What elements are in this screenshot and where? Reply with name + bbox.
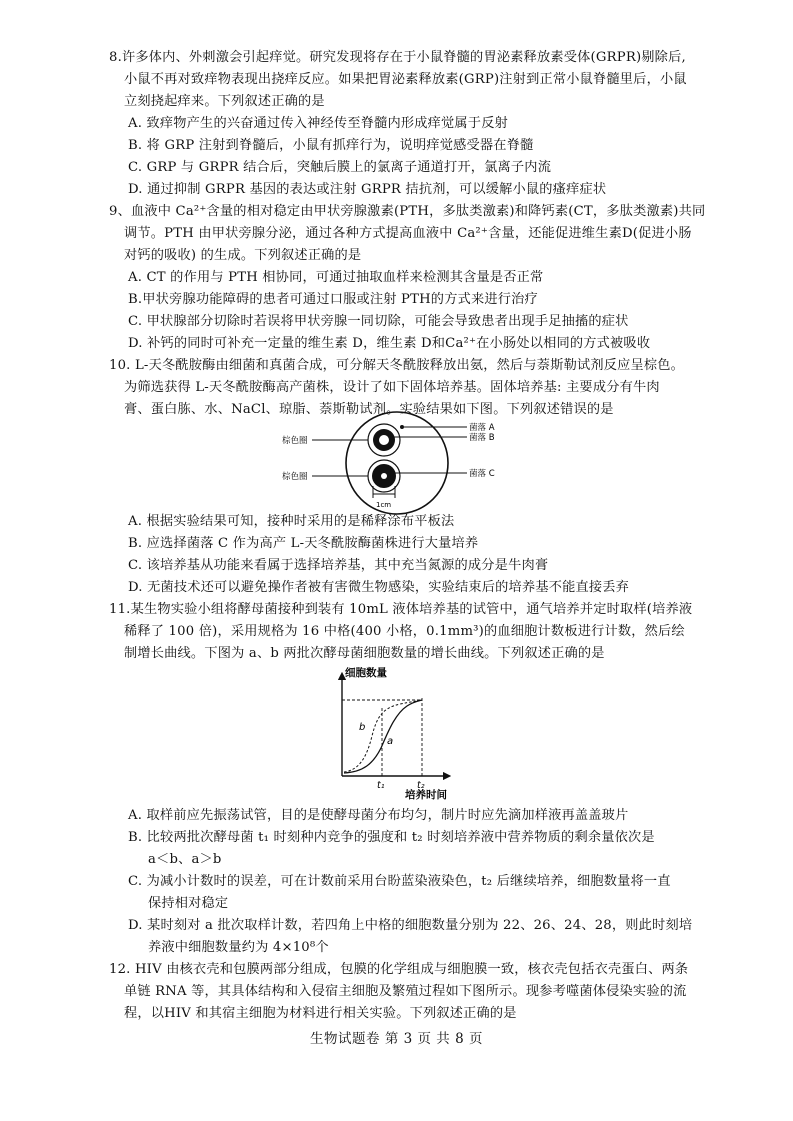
q10-option-a: A. 根据实验结果可知，接种时采用的是稀释涂布平板法	[128, 514, 455, 529]
q11-stem-line-3: 制增长曲线。下图为 a、b 两批次酵母菌细胞数量的增长曲线。下列叙述正确的是	[124, 646, 605, 661]
q11-stem-line-1: 11.某生物实验小组将酵母菌接种到装有 10mL 液体培养基的试管中，通气培养并定时取样(培养液	[109, 602, 693, 617]
colony-a	[400, 425, 404, 429]
q8-stem-line-3: 立刻挠起痒来。下列叙述正确的是	[124, 94, 325, 109]
q11-option-a: A. 取样前应先振荡试管，目的是使酵母菌分布均匀，制片时应先滴加样液再盖盖玻片	[128, 808, 629, 823]
t1-label: t₁	[377, 780, 385, 791]
q12-stem-line-2: 单链 RNA 等，其具体结构和入侵宿主细胞及繁殖过程如下图所示。现参考噬菌体侵染实验的流	[124, 984, 687, 999]
petri-dish-figure	[282, 410, 512, 516]
q12-stem-line-3: 程，以HIV 和其宿主细胞为材料进行相关实验。下列叙述正确的是	[124, 1006, 517, 1021]
curve-b	[344, 700, 422, 772]
q11-option-c: C. 为减小计数时的误差，可在计数前采用台盼蓝染液染色，t₂ 后继续培养，细胞数量将一直	[128, 874, 671, 889]
q8-option-d: D. 通过抑制 GRPR 基因的表达或注射 GRPR 拮抗剂，可以缓解小鼠的瘙痒症状	[128, 182, 607, 197]
q11-option-b-cont: a＜b、a＞b	[148, 852, 222, 867]
x-axis-label: 培养时间	[405, 789, 447, 801]
q10-option-b: B. 应选择菌落 C 作为高产 L-天冬酰胺酶菌株进行大量培养	[128, 536, 479, 551]
t2-label: t₂	[417, 780, 425, 791]
curve-a-label: a	[387, 736, 394, 747]
q8-stem-line-1: 8.许多体内、外刺激会引起痒觉。研究发现将存在于小鼠脊髓的胃泌素释放素受体(GRPR)剔除后,	[109, 50, 686, 65]
label-brown-circle-lower: 棕色圈	[282, 472, 308, 482]
label-colony-c: 菌落 C	[469, 469, 495, 479]
q11-stem-line-2: 稀释了 100 倍)，采用规格为 16 中格(400 小格，0.1mm³)的血细胞计数板进行计数，然后绘	[124, 624, 685, 639]
q11-option-d-cont: 养液中细胞数量约为 4×10⁸个	[148, 940, 329, 955]
q8-option-c: C. GRP 与 GRPR 结合后，突触后膜上的氯离子通道打开，氯离子内流	[128, 160, 552, 175]
q12-stem-line-1: 12. HIV 由核衣壳和包膜两部分组成，包膜的化学组成与细胞膜一致，核衣壳包括衣壳蛋白、两条	[109, 962, 689, 977]
q11-option-b: B. 比较两批次酵母菌 t₁ 时刻种内竞争的强度和 t₂ 时刻培养液中营养物质的剩余量依次是	[128, 830, 655, 845]
q9-option-c: C. 甲状腺部分切除时若误将甲状旁腺一同切除，可能会导致患者出现手足抽搐的症状	[128, 314, 629, 329]
label-brown-circle-upper: 棕色圈	[282, 436, 308, 446]
q11-option-d: D. 某时刻对 a 批次取样计数，若四角上中格的细胞数量分别为 22、26、24、28，则此时刻培	[128, 918, 693, 933]
label-colony-b: 菌落 B	[469, 433, 495, 443]
q9-stem-line-2: 调节。PTH 由甲状旁腺分泌，通过各种方式提高血液中 Ca²⁺含量，还能促进维生素D(促进小肠	[124, 226, 692, 241]
q9-option-b: B.甲状旁腺功能障碍的患者可通过口服或注射 PTH的方式来进行治疗	[128, 292, 538, 307]
y-axis-label: 细胞数量	[345, 667, 387, 679]
q10-stem-line-1: 10. L-天冬酰胺酶由细菌和真菌合成，可分解天冬酰胺释放出氨，然后与萘斯勒试剂反应呈棕色。	[109, 358, 685, 373]
colony-c	[381, 473, 387, 479]
q9-stem-line-3: 对钙的吸收) 的生成。下列叙述正确的是	[124, 248, 362, 263]
q8-stem-line-2: 小鼠不再对致痒物表现出挠痒反应。如果把胃泌素释放素(GRP)注射到正常小鼠脊髓里后，小鼠	[124, 72, 687, 87]
q10-option-c: C. 该培养基从功能来看属于选择培养基，其中充当氮源的成分是牛肉膏	[128, 558, 549, 573]
q9-option-d: D. 补钙的同时可补充一定量的维生素 D，维生素 D和Ca²⁺在小肠处以相同的方式被吸收	[128, 336, 651, 351]
q9-stem-line-1: 9、血液中 Ca²⁺含量的相对稳定由甲状旁腺激素(PTH，多肽类激素)和降钙素(CT，多肽类激素)共同	[109, 204, 706, 219]
curve-b-label: b	[359, 722, 366, 733]
colony-b	[379, 435, 389, 445]
q8-option-a: A. 致痒物产生的兴奋通过传入神经传至脊髓内形成痒觉属于反射	[128, 116, 508, 131]
q10-stem-line-3: 膏、蛋白胨、水、NaCl、琼脂、萘斯勒试剂。实验结果如下图。下列叙述错误的是	[124, 402, 614, 417]
q8-option-b: B. 将 GRP 注射到脊髓后，小鼠有抓痒行为，说明痒觉感受器在脊髓	[128, 138, 534, 153]
q11-option-c-cont: 保持相对稳定	[148, 896, 229, 911]
q10-option-d: D. 无菌技术还可以避免操作者被有害微生物感染，实验结束后的培养基不能直接丢弃	[128, 580, 630, 595]
label-colony-a: 菌落 A	[469, 423, 495, 433]
page-footer: 生物试题卷 第 3 页 共 8 页	[310, 1031, 483, 1047]
scale-label: 1cm	[376, 501, 392, 509]
q9-option-a: A. CT 的作用与 PTH 相协同，可通过抽取血样来检测其含量是否正常	[128, 270, 544, 285]
growth-curve-figure	[325, 664, 455, 804]
q10-stem-line-2: 为筛选获得 L-天冬酰胺酶高产菌株，设计了如下固体培养基。固体培养基: 主要成分有牛肉	[124, 380, 660, 395]
curve-a	[344, 700, 422, 773]
